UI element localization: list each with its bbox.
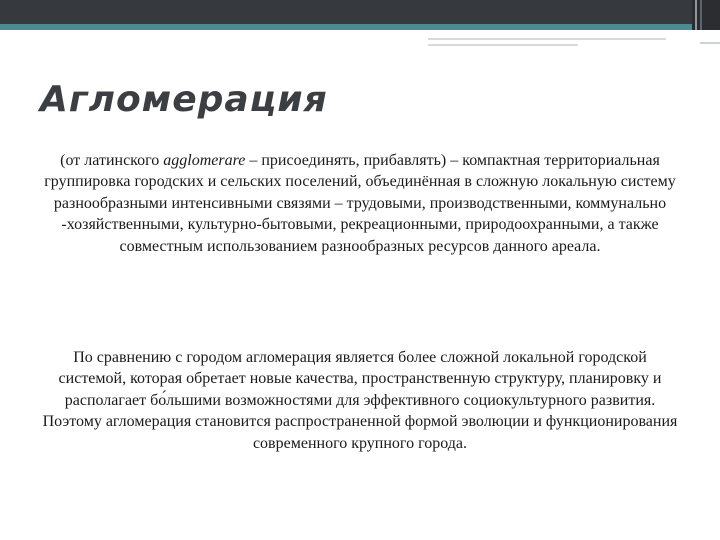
top-accent-band: [0, 24, 720, 30]
slide-title: Агломерация: [40, 79, 328, 120]
corner-stripe: [700, 0, 702, 30]
top-dark-band: [0, 0, 720, 24]
definition-paragraph: [40, 150, 680, 257]
definition-text: – присоединять, прибавлять) – компактная территориальная группировка городских и сельских поселений, объединённая в сложную локальную систему разнообразными интенсивными связями – трудовыми, производственными, коммунально -хозяйственными, культурно-бытовыми, рекреационными, природоохранными, а также совместным использованием разнообразных ресурсов данного ареала.: [44, 152, 676, 255]
decorative-rule: [700, 42, 720, 44]
corner-stripe: [695, 0, 697, 30]
comparison-paragraph: По сравнению с городом агломерация является более сложной локальной городской системой, которая обретает новые качества, пространственную структуру, планировку и располагает бо́льшими возможностями для эффективного социокультурного развития. Поэтому агломерация становится распространенной формой эволюции и функционирования современного крупного города.: [42, 349, 678, 452]
decorative-rule: [428, 44, 578, 46]
decorative-rule: [428, 38, 666, 40]
definition-prefix: (от латинского: [60, 152, 164, 169]
latin-term: agglomerare: [163, 152, 246, 169]
